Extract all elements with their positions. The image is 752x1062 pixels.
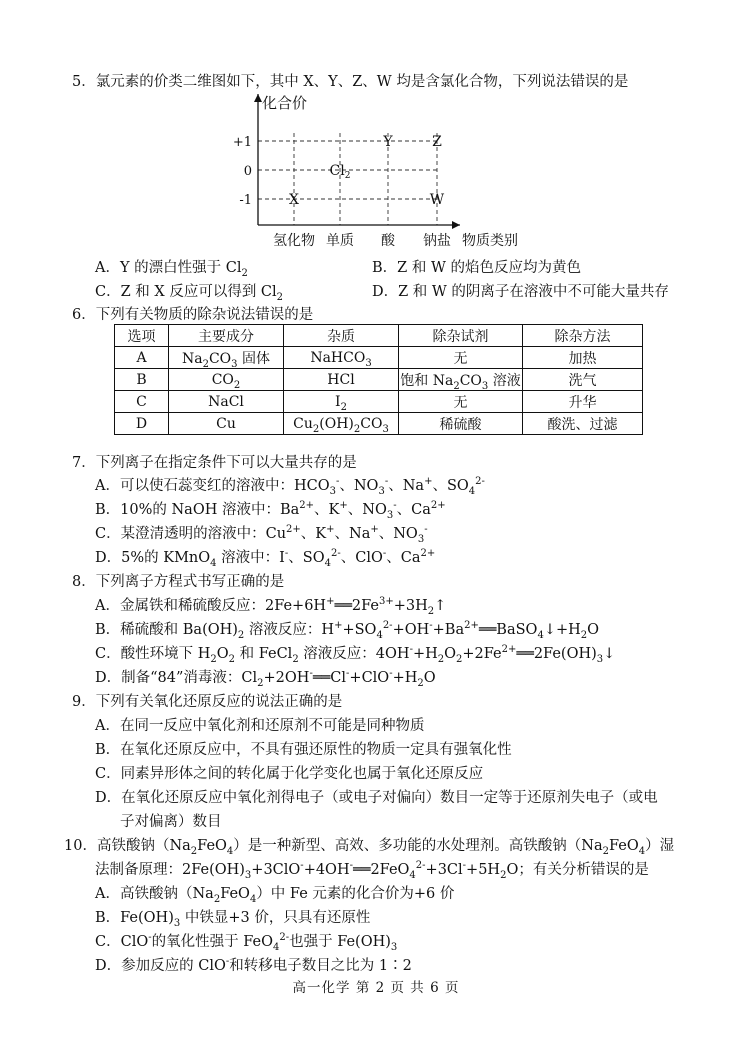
- q9-option-c: C．同素异形体之间的转化属于化学变化也属于氧化还原反应: [95, 766, 484, 782]
- y-axis-label: 化合价: [262, 94, 308, 112]
- table-cell: 加热: [523, 347, 643, 369]
- q10-stem-line1: 10．高铁酸钠$(Na_2FeO_4)$是一种新型、高效、多功能的水处理剂。高铁酸钠$(Na_2FeO_4)$湿: [64, 838, 675, 857]
- table-cell: 饱和 $Na_2CO_3$ 溶液: [399, 369, 523, 391]
- y-tick-label: 0: [243, 164, 252, 179]
- q9-stem: 9．下列有关氧化还原反应的说法正确的是: [72, 694, 343, 710]
- table-cell: 洗气: [523, 369, 643, 391]
- table-cell: B: [115, 369, 169, 391]
- table-cell: 升华: [523, 391, 643, 413]
- q7-option-b: B．10%的 NaOH 溶液中：$Ba^{2+}$、K+、$NO_3^-$、$Ca^{2+}$: [95, 500, 446, 521]
- q7-option-a: A．可以使石蕊变红的溶液中：$HCO_3^-$、$NO_3^-$、Na+、$SO_4^{2-}$: [95, 476, 485, 497]
- y-tick-label: -1: [239, 193, 252, 208]
- q10-option-c: C．ClO-的氧化性强于 FeO$_4^{2-}$也强于 $Fe(OH)_3$: [95, 932, 398, 953]
- header-cell: 除杂方法: [523, 325, 643, 347]
- header-cell: 除杂试剂: [399, 325, 523, 347]
- table-row: [115, 347, 643, 369]
- table-cell: D: [115, 413, 169, 435]
- point-label: W: [429, 192, 445, 208]
- table-cell: 无: [399, 347, 523, 369]
- q8-option-a: A．金属铁和稀硫酸反应：$2Fe+6H^+══2Fe^{3+}+3H_2↑$: [95, 596, 447, 617]
- point-label-subscript: 2: [344, 171, 351, 181]
- point-label: Z: [432, 134, 442, 150]
- q5-stem: 5．氯元素的价类二维图如下，其中 X、Y、Z、W 均是含氯化合物，下列说法错误的是: [72, 74, 629, 90]
- header-cell: 选项: [115, 325, 169, 347]
- x-axis-label: 物质类别: [462, 233, 518, 249]
- q5-option-b: B．Z 和 W 的焰色反应均为黄色: [372, 260, 581, 276]
- q7-option-d: D．5%的 KMnO$_4$ 溶液中：I-、$SO_4^{2-}$、ClO-、$Ca^{2+}$: [95, 548, 436, 569]
- x-tick-label: 钠盐: [423, 233, 451, 249]
- table-cell: A: [115, 347, 169, 369]
- q10-option-b: B．$Fe(OH)_3$ 中铁显+3 价，只具有还原性: [95, 910, 371, 929]
- q9-option-a: A．在同一反应中氧化剂和还原剂不可能是同种物质: [95, 718, 425, 734]
- x-tick-label: 酸: [381, 233, 395, 249]
- q10-option-d: D．参加反应的 ClO-和转移电子数目之比为 1∶2: [95, 956, 412, 974]
- q8-option-c: C．酸性环境下 $H_2O_2$ 和 FeCl$_2$ 溶液反应：$4OH^-+H_2O_2+2Fe^{2+}══2Fe(OH)_3↓$: [95, 644, 616, 665]
- table-row: [115, 413, 643, 435]
- table-cell: Cu: [169, 413, 284, 435]
- q5-option-c: C．Z 和 X 反应可以得到 $Cl_2$: [95, 284, 284, 303]
- q7-stem: 7．下列离子在指定条件下可以大量共存的是: [72, 455, 357, 471]
- point-label: X: [289, 192, 299, 208]
- y-axis-arrow: [254, 94, 262, 102]
- q9-option-d-line1: D．在氧化还原反应中氧化剂得电子（或电子对偏向）数目一定等于还原剂失电子（或电: [95, 790, 658, 806]
- table-cell: NaHCO$_3$: [284, 347, 399, 369]
- page-footer: 高一化学 第 2 页 共 6 页: [292, 980, 460, 996]
- q8-option-b: B．稀硫酸和 $Ba(OH)_2$ 溶液反应：$H^++SO_4^{2-}+OH^-+Ba^{2+}══BaSO_4↓+H_2O$: [95, 620, 600, 641]
- q5-option-d: D．Z 和 W 的阴离子在溶液中不可能大量共存: [372, 284, 669, 300]
- chart-labels: [233, 94, 518, 249]
- table-row: [115, 369, 643, 391]
- header-cell: 杂质: [284, 325, 399, 347]
- x-tick-label: 氢化物: [273, 233, 315, 249]
- x-axis-arrow: [452, 221, 460, 229]
- q7-option-c: C．某澄清透明的溶液中：$Cu^{2+}$、K+、Na+、$NO_3^-$: [95, 524, 428, 545]
- chart-points: [289, 134, 445, 208]
- q8-stem: 8．下列离子方程式书写正确的是: [72, 574, 285, 590]
- q8-option-d: D．制备“84”消毒液：$Cl_2+2OH^-══Cl^-+ClO^-+H_2O$: [95, 668, 436, 689]
- x-tick-label: 单质: [326, 233, 354, 249]
- table-cell: $I_2$: [284, 391, 399, 413]
- q10-stem-line2: 法制备原理：$2Fe(OH)_3+3ClO^-+4OH^-══2FeO_4^{2-}+3Cl^-+5H_2O$；有关分析错误的是: [95, 860, 649, 881]
- table-header-row: [115, 325, 643, 347]
- header-cell: 主要成分: [169, 325, 284, 347]
- q5-option-a: A．Y 的漂白性强于 $Cl_2$: [95, 260, 248, 279]
- point-label: Y: [383, 134, 393, 150]
- valence-category-chart: [228, 88, 538, 253]
- table-cell: NaCl: [169, 391, 284, 413]
- q9-option-d-line2: 子对偏离）数目: [120, 814, 222, 830]
- q9-option-b: B．在氧化还原反应中，不具有强还原性的物质一定具有强氧化性: [95, 742, 512, 758]
- table-cell: 稀硫酸: [399, 413, 523, 435]
- q6-stem: 6．下列有关物质的除杂说法错误的是: [72, 307, 314, 323]
- table-cell: $Cu_2(OH)_2CO_3$: [284, 413, 399, 435]
- table-cell: HCl: [284, 369, 399, 391]
- q10-option-a: A．高铁酸钠$(Na_2FeO_4)$中 Fe 元素的化合价为+6 价: [95, 886, 455, 905]
- table-cell: $CO_2$: [169, 369, 284, 391]
- table-cell: $Na_2CO_3$ 固体: [169, 347, 284, 369]
- point-label: $Cl_2$: [329, 163, 351, 181]
- table-cell: 酸洗、过滤: [523, 413, 643, 435]
- chart-axes: [254, 94, 460, 229]
- table-cell: 无: [399, 391, 523, 413]
- y-tick-label: +1: [232, 135, 252, 150]
- table-cell: C: [115, 391, 169, 413]
- table-row: [115, 391, 643, 413]
- purification-table: [114, 324, 643, 435]
